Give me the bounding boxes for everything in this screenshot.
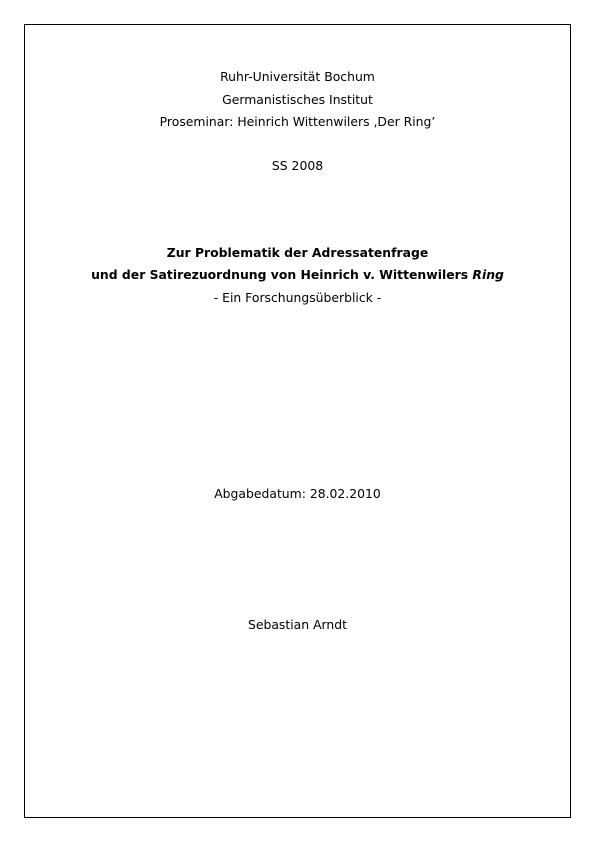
page-border [24,24,571,818]
author-name: Sebastian Arndt [247,617,348,632]
seminar-title: Proseminar: Heinrich Wittenwilers ‚Der Ring’ [159,114,436,129]
semester: SS 2008 [271,158,324,173]
institute-name: Germanistisches Institut [222,92,373,107]
subtitle: - Ein Forschungsüberblick - [213,290,382,305]
work-title: Ring [472,267,504,282]
title-line-1: Zur Problematik der Adressatenfrage [166,245,429,260]
title-line-2-text: und der Satirezuordnung von Heinrich v. Wittenwilers [91,267,473,282]
submission-date: Abgabedatum: 28.02.2010 [214,486,381,501]
title-line-2 [24,267,571,283]
university-name: Ruhr-Universität Bochum [220,69,375,84]
